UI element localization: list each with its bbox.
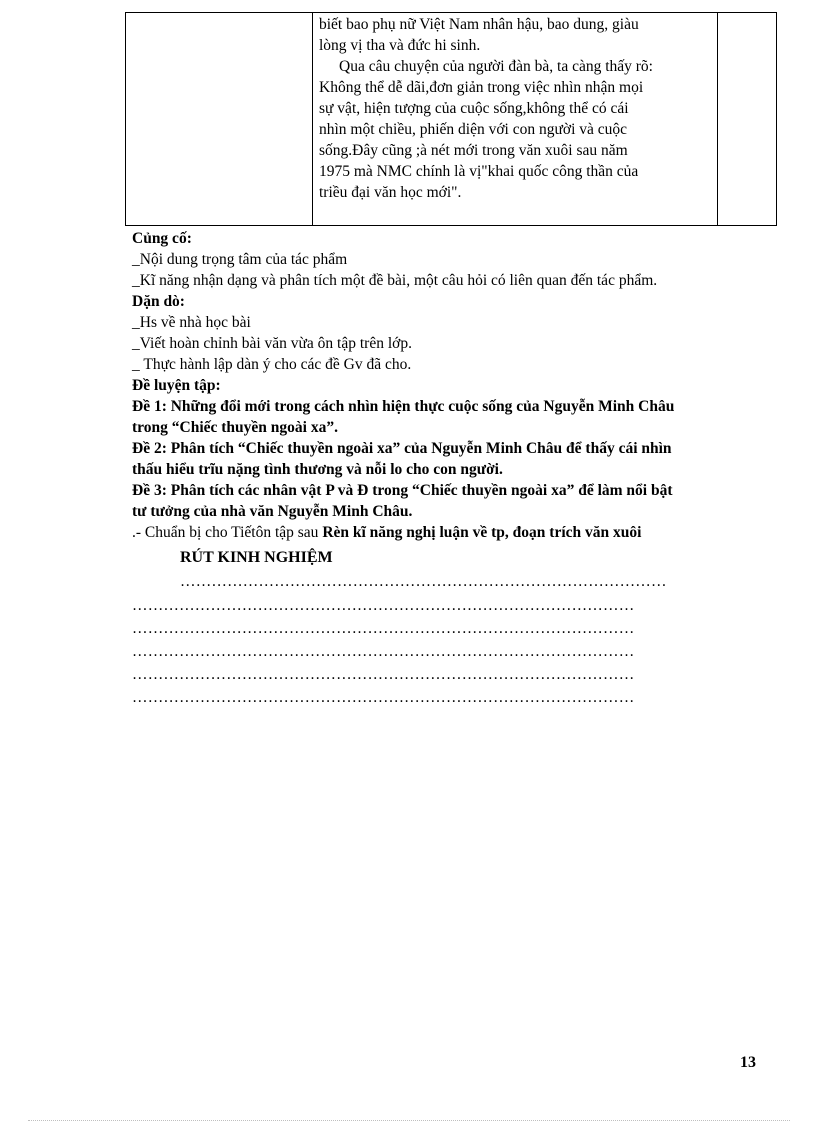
table-text-line: sống.Đây cũng ;à nét mới trong văn xuôi sau năm (319, 142, 628, 159)
preparation-line (132, 522, 772, 543)
exercise-3-line: tư tưởng của nhà văn Nguyễn Minh Châu. (132, 503, 413, 520)
rut-kinh-nghiem-heading: RÚT KINH NGHIỆM (180, 549, 333, 566)
lesson-body (132, 228, 772, 543)
dotted-line: …………………………………………………………………………………… (132, 666, 635, 683)
dan-do-item: _Viết hoàn chỉnh bài văn vừa ôn tập trên lớp. (132, 335, 412, 352)
table-text-line: lòng vị tha và đức hi sinh. (319, 37, 481, 54)
page-number: 13 (740, 1054, 756, 1071)
table-text-line: biết bao phụ nữ Việt Nam nhân hậu, bao dung, giàu (319, 16, 639, 33)
cung-co-item: _Nội dung trọng tâm của tác phẩm (132, 251, 348, 268)
dotted-line: …………………………………………………………………………………… (132, 597, 635, 614)
dan-do-item: _Hs về nhà học bài (132, 314, 251, 331)
table-text-line: Qua câu chuyện của người đàn bà, ta càng thấy rõ: (339, 58, 653, 75)
dotted-line: …………………………………………………………………………………… (132, 620, 635, 637)
exercise-2-line: Đề 2: Phân tích “Chiếc thuyền ngoài xa” của Nguyễn Minh Châu để thấy cái nhìn (132, 440, 672, 457)
dotted-line: …………………………………………………………………………………… (132, 689, 635, 706)
cung-co-item: _Kĩ năng nhận dạng và phân tích một đề bài, một câu hỏi có liên quan đến tác phẩm. (132, 272, 658, 289)
table-text-line: triều đại văn học mới". (319, 184, 462, 201)
table-row (126, 13, 777, 226)
table-cell-notes (718, 13, 777, 226)
dan-do-item: _ Thực hành lập dàn ý cho các đề Gv đã cho. (132, 356, 412, 373)
preparation-prefix: .- Chuẩn bị cho Tiếtôn tập sau (132, 524, 323, 541)
table-text-line: sự vật, hiện tượng của cuộc sống,không thể có cái (319, 100, 629, 117)
preparation-topic: Rèn kĩ năng nghị luận về tp, đoạn trích văn xuôi (322, 524, 642, 541)
table-cell-activity (126, 13, 313, 226)
dan-do-heading: Dặn dò: (132, 293, 185, 310)
exercise-1-line: trong “Chiếc thuyền ngoài xa”. (132, 419, 338, 436)
lesson-table (125, 12, 777, 226)
table-text-line: 1975 mà NMC chính là vị"khai quốc công thần của (319, 163, 639, 180)
exercise-3-line: Đề 3: Phân tích các nhân vật P và Đ trong “Chiếc thuyền ngoài xa” để làm nổi bật (132, 482, 673, 499)
cung-co-heading: Củng cố: (132, 230, 192, 247)
exercise-2-line: thấu hiểu trĩu nặng tình thương và nỗi lo cho con người. (132, 461, 503, 478)
table-text-line: Không thể dễ dãi,đơn giản trong việc nhìn nhận mọi (319, 79, 644, 96)
exercise-1-line: Đề 1: Những đổi mới trong cách nhìn hiện thực cuộc sống của Nguyễn Minh Châu (132, 398, 675, 415)
table-text-line: nhìn một chiều, phiến diện với con người và cuộc (319, 121, 628, 138)
table-cell-content (313, 13, 718, 226)
de-luyen-tap-heading: Đề luyện tập: (132, 377, 221, 394)
dotted-line: ………………………………………………………………………………… (180, 573, 667, 590)
footer-divider (28, 1120, 790, 1121)
dotted-line: …………………………………………………………………………………… (132, 643, 635, 660)
